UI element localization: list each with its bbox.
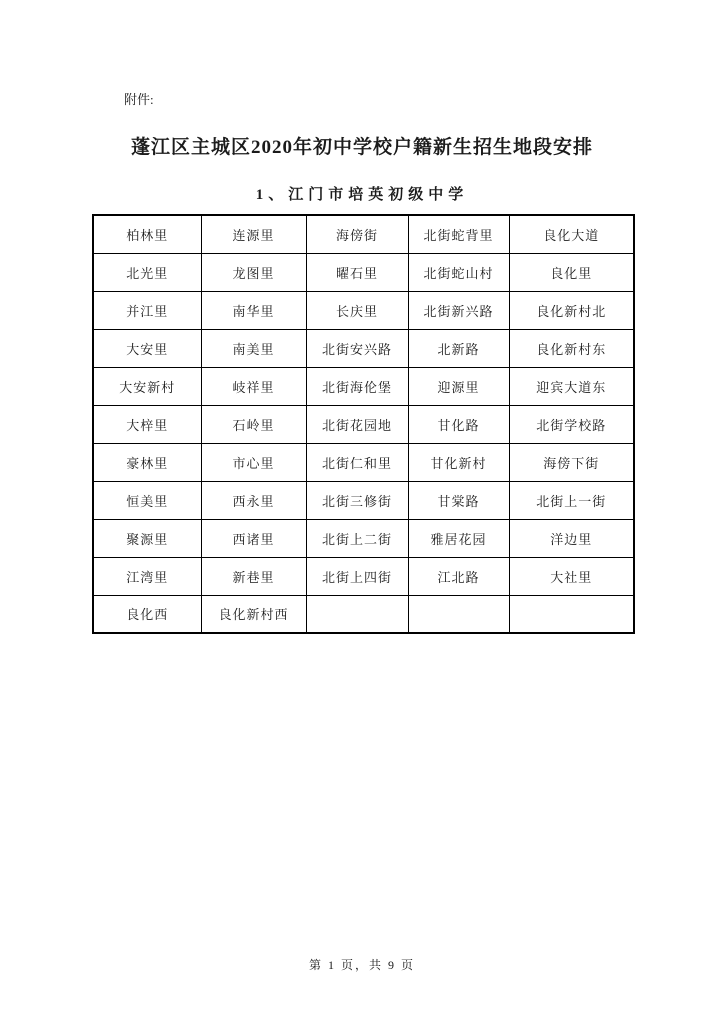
section-title: 1、江门市培英初级中学 [255,187,469,203]
table-cell: 柏林里 [93,215,201,253]
table-cell: 市心里 [201,443,306,481]
table-cell [408,595,509,633]
table-row [93,557,634,595]
table-cell: 龙图里 [201,253,306,291]
table-cell: 迎宾大道东 [509,367,634,405]
table-cell: 北街上四街 [306,557,408,595]
table-cell: 北光里 [93,253,201,291]
table-cell: 江北路 [408,557,509,595]
table-row [93,367,634,405]
table-cell: 甘化路 [408,405,509,443]
table-cell: 大安新村 [93,367,201,405]
table-cell: 甘化新村 [408,443,509,481]
table-cell: 北街海伦堡 [306,367,408,405]
table-row [93,519,634,557]
table-cell: 并江里 [93,291,201,329]
table-cell: 良化大道 [509,215,634,253]
table-row [93,443,634,481]
table-cell: 岐祥里 [201,367,306,405]
table-cell: 大安里 [93,329,201,367]
table-cell: 西永里 [201,481,306,519]
table-cell: 江湾里 [93,557,201,595]
table-cell: 北街三修街 [306,481,408,519]
table-cell: 北街上一街 [509,481,634,519]
table-cell: 恒美里 [93,481,201,519]
table-cell: 北街仁和里 [306,443,408,481]
table-cell: 北新路 [408,329,509,367]
table-cell: 北街学校路 [509,405,634,443]
table-row [93,405,634,443]
table-cell: 北街蛇山村 [408,253,509,291]
table-cell [509,595,634,633]
table-cell: 新巷里 [201,557,306,595]
table-cell: 连源里 [201,215,306,253]
table-cell: 海傍下街 [509,443,634,481]
table-cell: 海傍街 [306,215,408,253]
table-cell: 迎源里 [408,367,509,405]
table-cell: 大梓里 [93,405,201,443]
table-cell: 曜石里 [306,253,408,291]
table-cell: 良化新村北 [509,291,634,329]
table-cell: 北街蛇背里 [408,215,509,253]
table-cell: 良化新村东 [509,329,634,367]
table-cell: 北街上二街 [306,519,408,557]
table-cell: 良化新村西 [201,595,306,633]
table-row [93,595,634,633]
table-cell: 北街新兴路 [408,291,509,329]
document-title: 蓬江区主城区2020年初中学校户籍新生招生地段安排 [130,137,593,158]
attachment-label: 附件: [124,92,154,107]
table-cell: 洋边里 [509,519,634,557]
table-cell: 南华里 [201,291,306,329]
table-row [93,481,634,519]
table-cell: 聚源里 [93,519,201,557]
table-cell: 长庆里 [306,291,408,329]
district-table [92,214,635,634]
table-cell: 石岭里 [201,405,306,443]
table-cell: 甘棠路 [408,481,509,519]
table-cell: 良化西 [93,595,201,633]
table-cell: 豪林里 [93,443,201,481]
table-cell: 西诸里 [201,519,306,557]
table-cell: 北街花园地 [306,405,408,443]
table-row [93,329,634,367]
page-number-footer: 第 1 页，共 9 页 [308,958,415,972]
table-cell: 南美里 [201,329,306,367]
table-row [93,291,634,329]
table-cell: 大社里 [509,557,634,595]
table-cell: 雅居花园 [408,519,509,557]
table-cell [306,595,408,633]
table-row [93,253,634,291]
table-cell: 良化里 [509,253,634,291]
table-row [93,215,634,253]
table-cell: 北街安兴路 [306,329,408,367]
